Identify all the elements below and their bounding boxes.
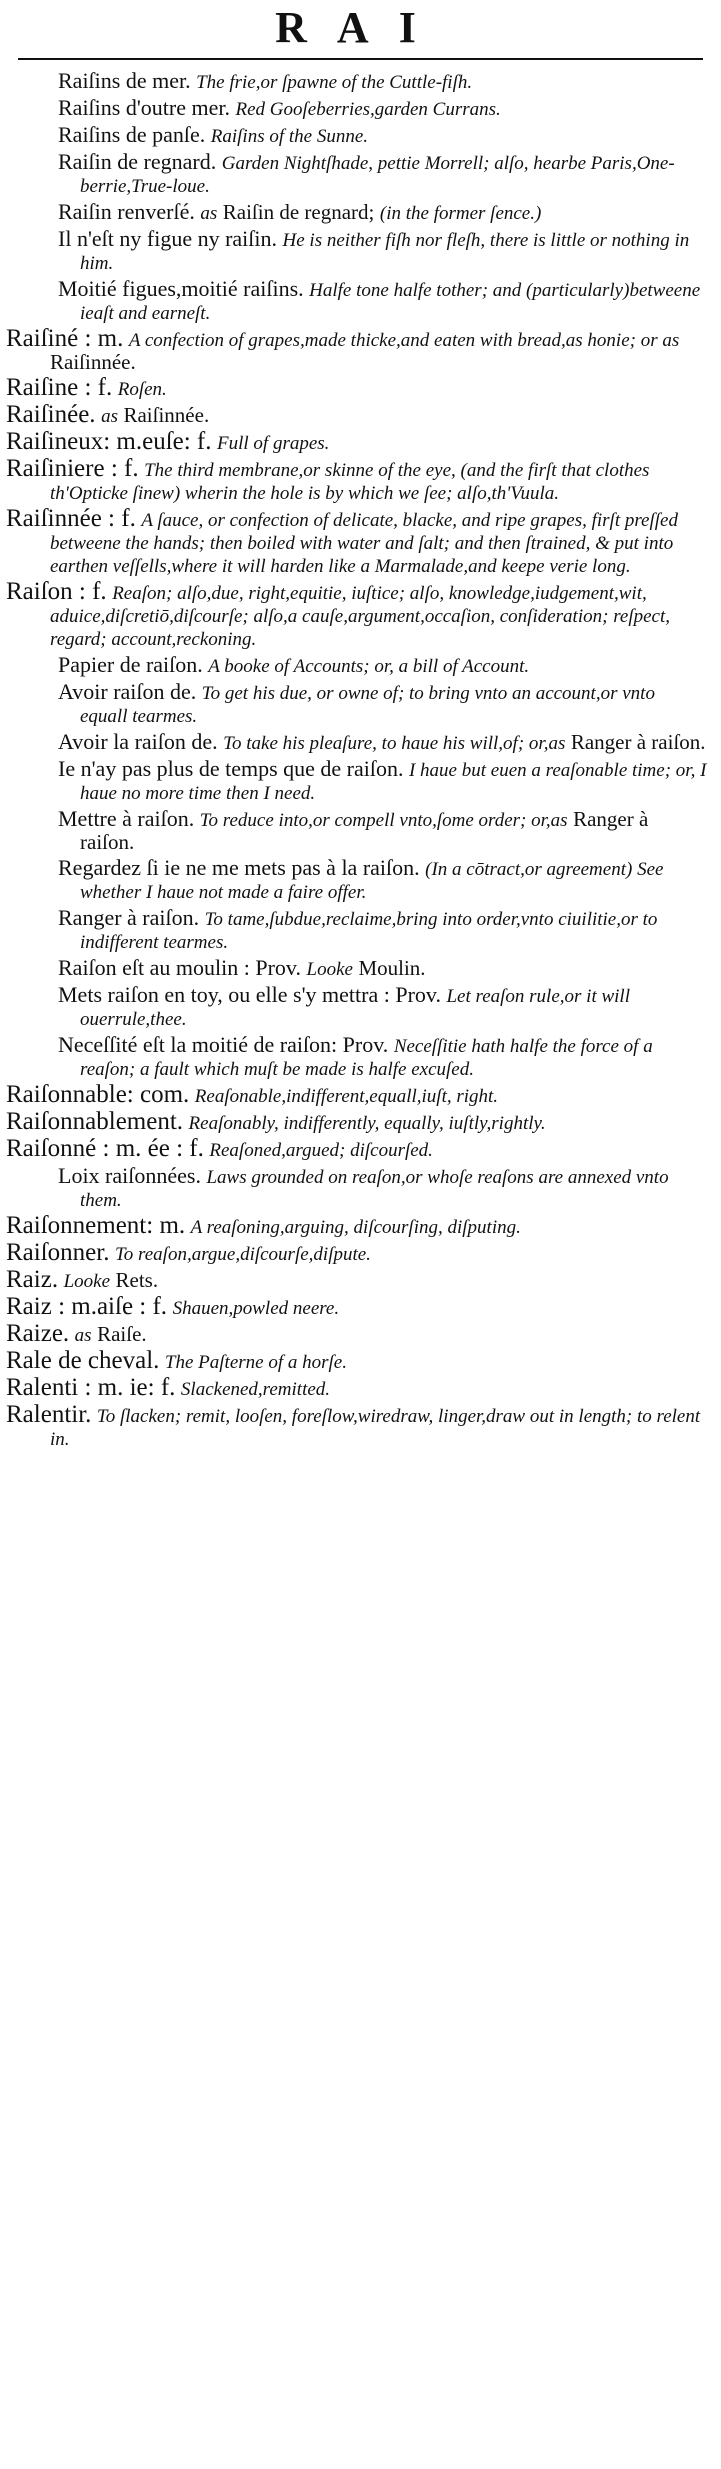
dictionary-entry — [0, 1293, 707, 1320]
dictionary-entry — [0, 1108, 707, 1135]
gloss: Reaſoned,argued; diſcourſed. — [209, 1140, 433, 1161]
page-header — [0, 0, 721, 52]
gloss: Full of grapes. — [217, 433, 330, 454]
headword: Avoir raiſon de. — [58, 679, 197, 704]
dictionary-entries — [0, 70, 721, 1450]
gloss: Garden Nightſhade, pettie Morrell; alſo, hearbe Paris,One-berrie,True-loue. — [80, 153, 675, 197]
dictionary-entry — [0, 428, 707, 455]
gloss: To ſlacken; remit, looſen, foreſlow,wiredraw, linger,draw out in length; to relent in. — [50, 1406, 701, 1450]
gloss: A booke of Accounts; or, a bill of Account. — [208, 656, 530, 677]
dictionary-subentry — [0, 278, 707, 324]
dictionary-subentry — [0, 201, 707, 224]
headword: Raiz : m.aiſe : f. — [6, 1293, 168, 1320]
headword: Raiſin renverſé. — [58, 199, 195, 224]
gloss: Raiſins of the Sunne. — [210, 126, 369, 147]
headword: Papier de raiſon. — [58, 652, 203, 677]
gloss: Shauen,powled neere. — [172, 1298, 340, 1319]
gloss: I haue but euen a reaſonable time; or, I haue no more time then I need. — [80, 760, 707, 804]
cross-reference: Raiſe. — [97, 1322, 147, 1346]
headword: Raiſins de panſe. — [58, 122, 206, 147]
dictionary-subentry — [0, 1034, 707, 1080]
headword: Raiſonnable: com. — [6, 1081, 190, 1108]
gloss: To tame,ſubdue,reclaime,bring into order,vnto ciuilitie,or to indifferent tearmes. — [80, 909, 658, 953]
cross-reference: Moulin. — [358, 956, 426, 980]
headword: Raize. — [6, 1320, 70, 1347]
cross-reference: Raiſin de regnard; — [222, 200, 375, 224]
dictionary-subentry — [0, 124, 707, 147]
dictionary-subentry — [0, 907, 707, 953]
gloss: A reaſoning,arguing, diſcourſing, diſputing. — [190, 1217, 521, 1238]
cross-reference: Ranger à raiſon. — [570, 730, 706, 754]
cross-reference: Ranger à raiſon. — [80, 807, 649, 854]
dictionary-subentry — [0, 957, 707, 980]
cross-reference: Rets. — [115, 1268, 159, 1292]
dictionary-entry — [0, 1135, 707, 1162]
dictionary-subentry — [0, 857, 707, 903]
dictionary-entry — [0, 1081, 707, 1108]
gloss: Let reaſon rule,or it will ouerrule,thee. — [80, 986, 630, 1030]
headword: Ie n'ay pas plus de temps que de raiſon. — [58, 756, 404, 781]
gloss: Reaſonable,indifferent,equall,iuſt, right. — [194, 1086, 499, 1107]
gloss: as — [101, 406, 118, 427]
dictionary-entry — [0, 578, 707, 650]
dictionary-entry — [0, 1320, 707, 1347]
dictionary-entry — [0, 374, 707, 401]
dictionary-subentry — [0, 228, 707, 274]
headword: Raiſonner. — [6, 1239, 110, 1266]
cross-reference: Raiſinnée. — [50, 350, 136, 374]
gloss: (In a cōtract,or agreement) See whether I haue not made a faire offer. — [80, 859, 664, 903]
headword: Raiſiniere : f. — [6, 455, 139, 482]
dictionary-entry — [0, 505, 707, 577]
gloss: To reaſon,argue,diſcourſe,diſpute. — [114, 1244, 371, 1265]
headword: Raiſon eſt au moulin : Prov. — [58, 955, 301, 980]
gloss: Roſen. — [117, 379, 167, 400]
gloss: as — [74, 1325, 92, 1346]
headword: Raiſinée. — [6, 401, 96, 428]
dictionary-entry — [0, 325, 707, 374]
headword: Loix raiſonnées. — [58, 1163, 201, 1188]
gloss: To get his due, or owne of; to bring vnto an account,or vnto equall tearmes. — [80, 683, 655, 727]
gloss: Reaſon; alſo,due, right,equitie, iuſtice; alſo, knowledge,iudgement,wit, aduice,diſcretiō,diſcourſe; alſo,a cauſe,argument,occaſion, conſideration; reſpect, regard; account,reckoning. — [50, 583, 670, 650]
dictionary-entry — [0, 1239, 707, 1266]
headword: Moitié figues,moitié raiſins. — [58, 276, 304, 301]
headword: Raiz. — [6, 1266, 59, 1293]
gloss: Laws grounded on reaſon,or whoſe reaſons are annexed vnto them. — [80, 1167, 669, 1211]
headword: Ralenti : m. ie: f. — [6, 1374, 176, 1401]
headword: Raiſins de mer. — [58, 68, 191, 93]
dictionary-entry — [0, 401, 707, 428]
dictionary-subentry — [0, 151, 707, 197]
dictionary-entry — [0, 1266, 707, 1293]
headword: Raiſon : f. — [6, 578, 107, 605]
dictionary-subentry — [0, 654, 707, 677]
dictionary-entry — [0, 1347, 707, 1374]
gloss: To reduce into,or compell vnto,ſome order; or,as — [199, 810, 568, 831]
gloss: The Paſterne of a horſe. — [164, 1352, 347, 1373]
gloss: Slackened,remitted. — [180, 1379, 331, 1400]
dictionary-entry — [0, 1374, 707, 1401]
dictionary-subentry — [0, 731, 707, 754]
dictionary-subentry — [0, 758, 707, 804]
header-rule — [18, 58, 703, 60]
dictionary-subentry — [0, 70, 707, 93]
gloss: Looke — [306, 959, 353, 980]
headword: Ralentir. — [6, 1401, 92, 1428]
headword: Mettre à raiſon. — [58, 806, 195, 831]
dictionary-subentry — [0, 681, 707, 727]
headword: Raiſiné : m. — [6, 325, 124, 352]
gloss: Neceſſitie hath halfe the force of a reaſon; a fault which muſt be made is halfe excuſed. — [80, 1036, 653, 1080]
gloss: The third membrane,or skinne of the eye, (and the firſt that clothes th'Opticke ſinew) wherin the hole is by which we ſee; alſo,th'Vuula. — [50, 460, 650, 504]
dictionary-entry — [0, 1212, 707, 1239]
gloss: To take his pleaſure, to haue his will,of; or,as — [223, 733, 566, 754]
dictionary-subentry — [0, 97, 707, 120]
gloss: A ſauce, or confection of delicate, blacke, and ripe grapes, firſt preſſed betweene the hands; then boiled with water and ſalt; and then ſtrained, & put into earthen veſſells,where it will harden like a Marmalade,and keepe verie long. — [50, 510, 678, 577]
dictionary-entry — [0, 455, 707, 504]
dictionary-subentry — [0, 1165, 707, 1211]
dictionary-subentry — [0, 984, 707, 1030]
gloss: The frie,or ſpawne of the Cuttle-fiſh. — [196, 72, 473, 93]
gloss: as — [200, 203, 218, 224]
gloss: He is neither fiſh nor fleſh, there is little or nothing in him. — [80, 230, 690, 274]
headword: Avoir la raiſon de. — [58, 729, 218, 754]
headword: Neceſſité eſt la moitié de raiſon: Prov. — [58, 1032, 389, 1057]
headword: Raiſinnée : f. — [6, 505, 136, 532]
gloss: A confection of grapes,made thicke,and eaten with bread,as honie; or as — [128, 330, 680, 351]
gloss: Halfe tone halfe tother; and (particularly)betweene ieaſt and earneſt. — [80, 280, 701, 324]
headword: Rale de cheval. — [6, 1347, 160, 1374]
headword: Raiſonnablement. — [6, 1108, 184, 1135]
headword: Mets raiſon en toy, ou elle s'y mettra : Prov. — [58, 982, 441, 1007]
headword: Ranger à raiſon. — [58, 905, 200, 930]
dictionary-entry — [0, 1401, 707, 1450]
dictionary-subentry — [0, 808, 707, 853]
headword: Raiſineux: m.euſe: f. — [6, 428, 212, 455]
headword: Regardez ſi ie ne me mets pas à la raiſon. — [58, 855, 420, 880]
headword: Raiſonné : m. ée : f. — [6, 1135, 204, 1162]
gloss: (in the former ſence.) — [379, 203, 542, 224]
headword: Raiſin de regnard. — [58, 149, 217, 174]
running-head: RAI — [275, 3, 446, 52]
gloss: Reaſonably, indifferently, equally, iuſtly,rightly. — [188, 1113, 546, 1134]
gloss: Looke — [63, 1271, 111, 1292]
headword: Raiſine : f. — [6, 374, 113, 401]
cross-reference: Raiſinnée. — [123, 403, 210, 427]
headword: Raiſonnement: m. — [6, 1212, 186, 1239]
headword: Il n'eſt ny figue ny raiſin. — [58, 226, 278, 251]
headword: Raiſins d'outre mer. — [58, 95, 230, 120]
gloss: Red Gooſeberries,garden Currans. — [235, 99, 501, 120]
